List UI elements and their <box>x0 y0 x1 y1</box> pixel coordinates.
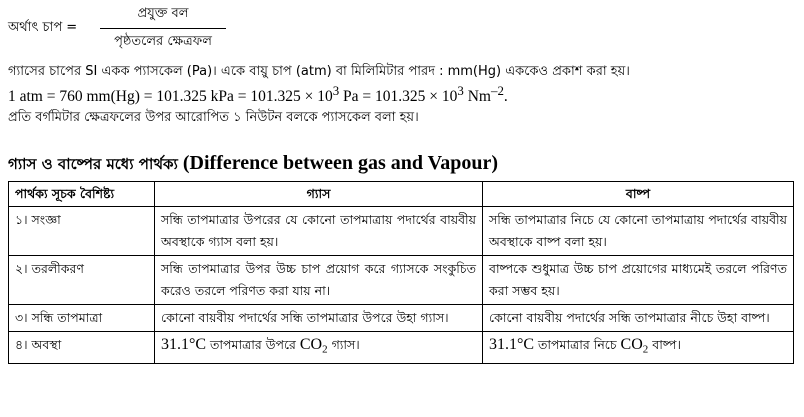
row-vapour: বাষ্পকে শুধুমাত্র উচ্চ চাপ প্রয়োগের মাধ্যমেই তরলে পরিণত করা সম্ভব হয়। <box>483 256 794 305</box>
equation-exponent-2: 3 <box>457 83 464 98</box>
pascal-definition-paragraph: প্রতি বর্গমিটার ক্ষেত্রফলের উপর আরোপিত ১ নিউটন বলকে প্যাসকেল বলা হয়। <box>8 110 419 125</box>
vapour-formula-subscript: 2 <box>642 343 649 356</box>
row-gas: কোনো বায়বীয় পদার্থের সন্ধি তাপমাত্রার উপরে উহা গ্যাস। <box>155 305 483 332</box>
equation-exponent-3: –2 <box>490 83 504 98</box>
row-gas <box>155 332 483 364</box>
gas-middle-text: তাপমাত্রার উপরে <box>206 337 300 352</box>
si-unit-paragraph: গ্যাসের চাপের SI একক প্যাসকেল (Pa)। একে বায়ু চাপ (atm) বা মিলিমিটার পারদ : mm(Hg) এককেও প্রকাশ করা হয়। <box>8 64 630 79</box>
table-row <box>9 207 794 256</box>
gas-formula-subscript: 2 <box>322 343 328 356</box>
table-row <box>9 332 794 364</box>
formula-lhs: অর্থাৎ চাপ = <box>8 20 78 35</box>
row-vapour: সন্ধি তাপমাত্রার নিচে যে কোনো তাপমাত্রায় পদার্থের বায়বীয় অবস্থাকে বাষ্প বলা হয়। <box>483 207 794 256</box>
vapour-temperature: 31.1°C <box>489 336 535 353</box>
equation-part-1: 1 atm = 760 mm(Hg) = 101.325 kPa = 101.325 × 10 <box>8 88 333 106</box>
formula-fraction <box>100 4 226 53</box>
section-heading <box>8 152 498 178</box>
equation-part-4: . <box>503 88 508 106</box>
row-feature: ১। সংজ্ঞা <box>9 207 155 256</box>
row-gas: সন্ধি তাপমাত্রার উপর উচ্চ চাপ প্রয়োগ করে গ্যাসকে সংকুচিত করেও তরলে পরিণত করা যায় না। <box>155 256 483 305</box>
row-vapour <box>483 332 794 364</box>
header-vapour: বাষ্প <box>483 182 794 207</box>
gas-formula: CO <box>299 336 323 353</box>
atm-equation <box>8 83 508 106</box>
formula-numerator: প্রযুক্ত বল <box>137 6 189 21</box>
row-vapour: কোনো বায়বীয় পদার্থের সন্ধি তাপমাত্রার নীচে উহা বাষ্প। <box>483 305 794 332</box>
row-feature: ৩। সন্ধি তাপমাত্রা <box>9 305 155 332</box>
row-feature: ২। তরলীকরণ <box>9 256 155 305</box>
table-row <box>9 305 794 332</box>
comparison-table <box>8 181 794 364</box>
gas-temperature: 31.1°C <box>161 336 207 353</box>
header-gas: গ্যাস <box>155 182 483 207</box>
row-gas: সন্ধি তাপমাত্রার উপরের যে কোনো তাপমাত্রায় পদার্থের বায়বীয় অবস্থাকে গ্যাস বলা হয়। <box>155 207 483 256</box>
header-feature: পার্থক্য সূচক বৈশিষ্ট্য <box>9 182 155 207</box>
table-header-row <box>9 182 794 207</box>
heading-english: (Difference between gas and Vapour) <box>177 152 499 174</box>
formula-denominator: পৃষ্ঠতলের ক্ষেত্রফল <box>114 34 212 49</box>
equation-part-2: Pa = 101.325 × 10 <box>339 88 458 106</box>
heading-bengali: গ্যাস ও বাষ্পের মধ্যে পার্থক্য <box>8 155 178 173</box>
vapour-end-text: বাষ্প। <box>648 337 681 352</box>
equation-exponent-1: 3 <box>332 83 340 98</box>
table-row <box>9 256 794 305</box>
row-feature: ৪। অবস্থা <box>9 332 155 364</box>
equation-part-3: Nm <box>463 88 491 106</box>
vapour-middle-text: তাপমাত্রার নিচে <box>534 337 621 352</box>
vapour-formula: CO <box>620 336 643 353</box>
gas-end-text: গ্যাস। <box>327 337 360 352</box>
